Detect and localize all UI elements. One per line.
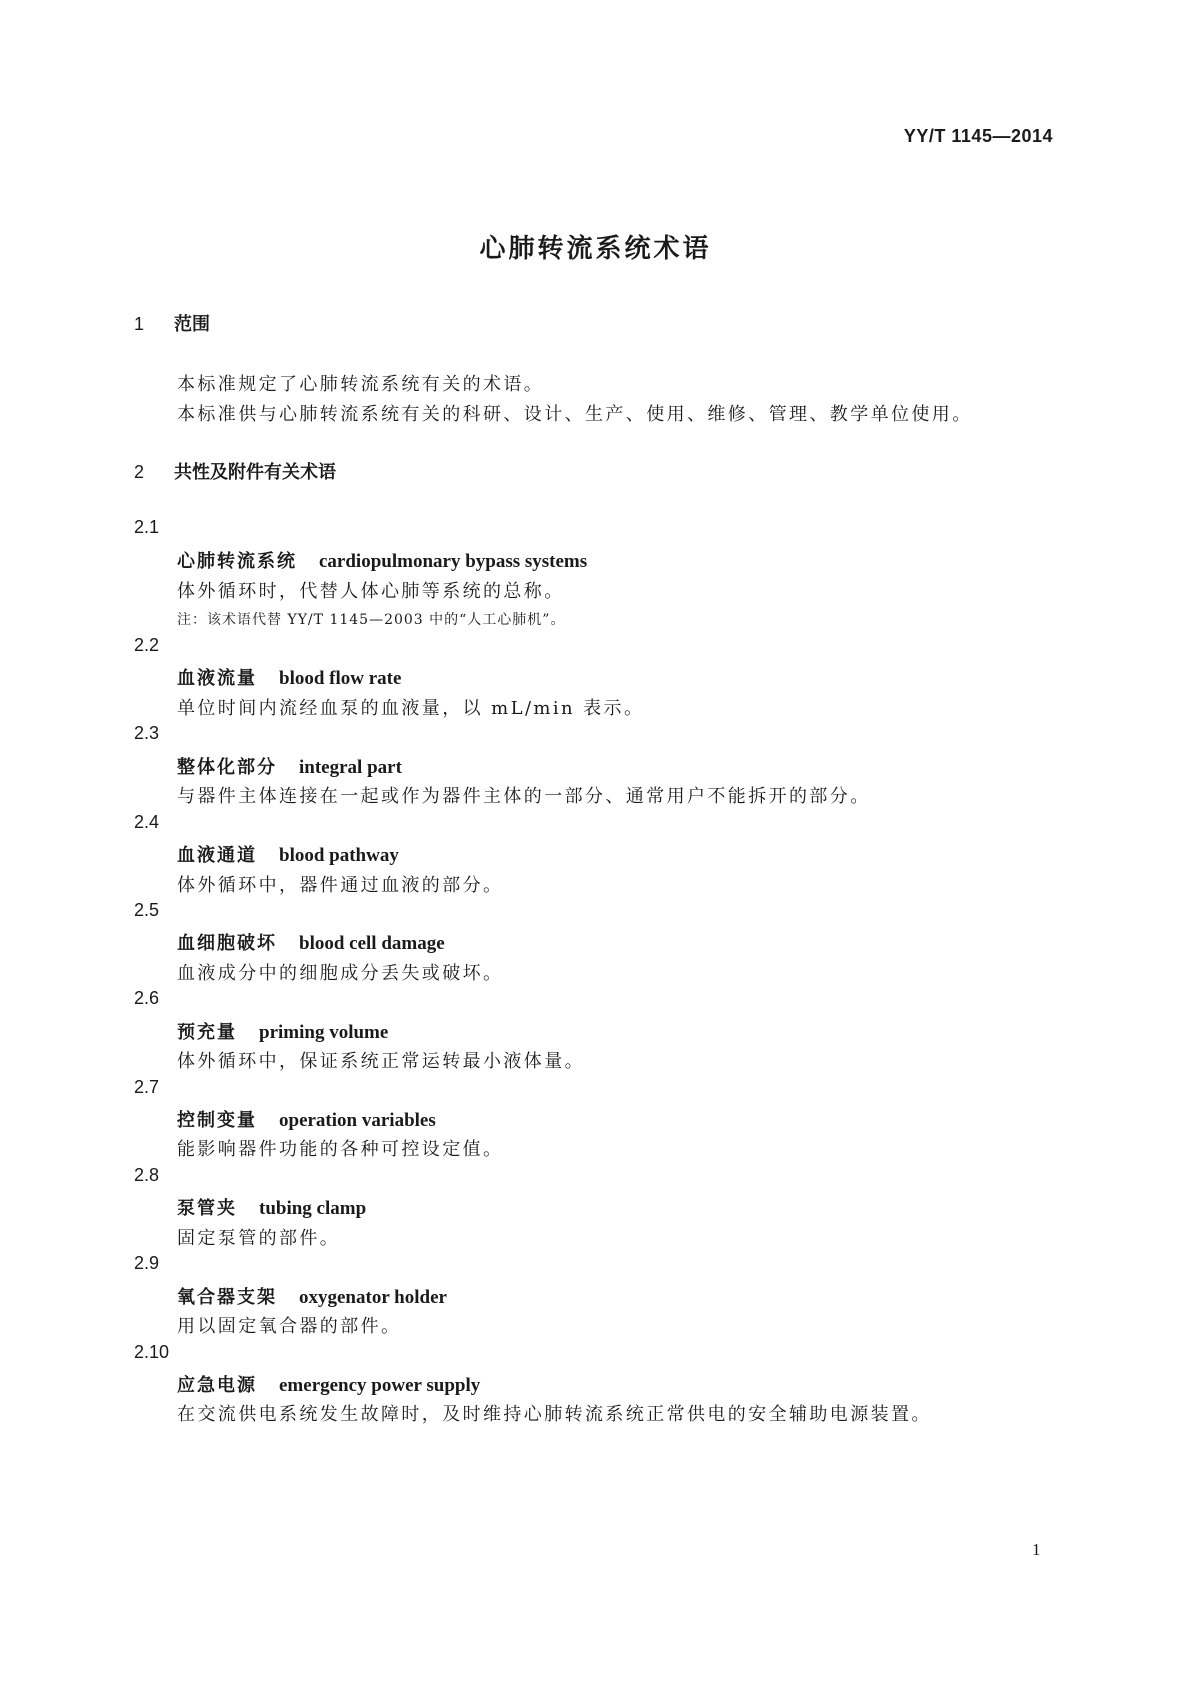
page-number: 1 bbox=[1032, 1540, 1041, 1559]
term-number: 2.5 bbox=[134, 900, 160, 920]
term-definition: 用以固定氧合器的部件。 bbox=[177, 1316, 402, 1337]
term-en: operation variables bbox=[279, 1110, 436, 1131]
term-en: oxygenator holder bbox=[299, 1287, 447, 1308]
term-definition: 固定泵管的部件。 bbox=[177, 1228, 341, 1249]
term-zh: 心肺转流系统 bbox=[177, 551, 297, 572]
term-heading bbox=[177, 1018, 388, 1044]
term-en: blood pathway bbox=[279, 845, 399, 866]
section-title: 范围 bbox=[174, 314, 210, 335]
term-number: 2.1 bbox=[134, 517, 160, 537]
term-heading bbox=[177, 1106, 436, 1132]
term-en: blood cell damage bbox=[299, 933, 445, 954]
section-number: 1 bbox=[134, 314, 145, 334]
section-heading-terms bbox=[134, 458, 336, 484]
term-heading bbox=[177, 664, 401, 690]
term-en: blood flow rate bbox=[279, 668, 402, 689]
term-zh: 泵管夹 bbox=[177, 1198, 237, 1219]
term-en: cardiopulmonary bypass systems bbox=[319, 551, 588, 572]
term-zh: 血细胞破坏 bbox=[177, 933, 277, 954]
scope-paragraph: 本标准供与心肺转流系统有关的科研、设计、生产、使用、维修、管理、教学单位使用。 bbox=[177, 404, 973, 425]
term-zh: 应急电源 bbox=[177, 1375, 257, 1396]
term-definition: 血液成分中的细胞成分丢失或破坏。 bbox=[177, 963, 504, 984]
scope-paragraph: 本标准规定了心肺转流系统有关的术语。 bbox=[177, 374, 545, 395]
document-title: 心肺转流系统术语 bbox=[479, 234, 712, 264]
term-zh: 整体化部分 bbox=[177, 757, 277, 778]
term-zh: 氧合器支架 bbox=[177, 1287, 277, 1308]
term-number: 2.9 bbox=[134, 1253, 160, 1273]
section-title: 共性及附件有关术语 bbox=[174, 462, 336, 483]
term-definition: 体外循环时，代替人体心肺等系统的总称。 bbox=[177, 581, 565, 602]
term-note: 注：该术语代替 YY/T 1145—2003 中的“人工心肺机”。 bbox=[177, 612, 566, 628]
standard-code: YY/T 1145—2014 bbox=[903, 126, 1053, 146]
term-zh: 血液通道 bbox=[177, 845, 257, 866]
term-definition: 单位时间内流经血泵的血液量，以 mL/min 表示。 bbox=[177, 698, 645, 719]
term-heading bbox=[177, 1371, 480, 1397]
term-heading bbox=[177, 547, 587, 573]
term-definition: 体外循环中，保证系统正常运转最小液体量。 bbox=[177, 1051, 585, 1072]
term-number: 2.2 bbox=[134, 635, 160, 655]
term-heading bbox=[177, 753, 402, 779]
term-heading bbox=[177, 929, 445, 955]
term-number: 2.7 bbox=[134, 1077, 160, 1097]
term-number: 2.4 bbox=[134, 812, 160, 832]
term-en: tubing clamp bbox=[259, 1198, 367, 1219]
term-definition: 与器件主体连接在一起或作为器件主体的一部分、通常用户不能拆开的部分。 bbox=[177, 786, 871, 807]
term-definition: 体外循环中，器件通过血液的部分。 bbox=[177, 875, 504, 896]
term-definition: 能影响器件功能的各种可控设定值。 bbox=[177, 1139, 504, 1160]
term-number: 2.6 bbox=[134, 988, 160, 1008]
section-heading-scope bbox=[134, 310, 210, 336]
term-number: 2.8 bbox=[134, 1165, 160, 1185]
term-en: integral part bbox=[299, 757, 402, 778]
term-zh: 血液流量 bbox=[177, 668, 257, 689]
term-heading bbox=[177, 1283, 447, 1309]
term-zh: 预充量 bbox=[177, 1022, 237, 1043]
term-number: 2.10 bbox=[134, 1342, 170, 1362]
term-zh: 控制变量 bbox=[177, 1110, 257, 1131]
term-definition: 在交流供电系统发生故障时，及时维持心肺转流系统正常供电的安全辅助电源装置。 bbox=[177, 1404, 932, 1425]
term-heading bbox=[177, 1194, 366, 1220]
term-heading bbox=[177, 841, 399, 867]
term-en: priming volume bbox=[259, 1022, 389, 1043]
term-number: 2.3 bbox=[134, 723, 160, 743]
section-number: 2 bbox=[134, 462, 145, 482]
term-en: emergency power supply bbox=[279, 1375, 481, 1396]
